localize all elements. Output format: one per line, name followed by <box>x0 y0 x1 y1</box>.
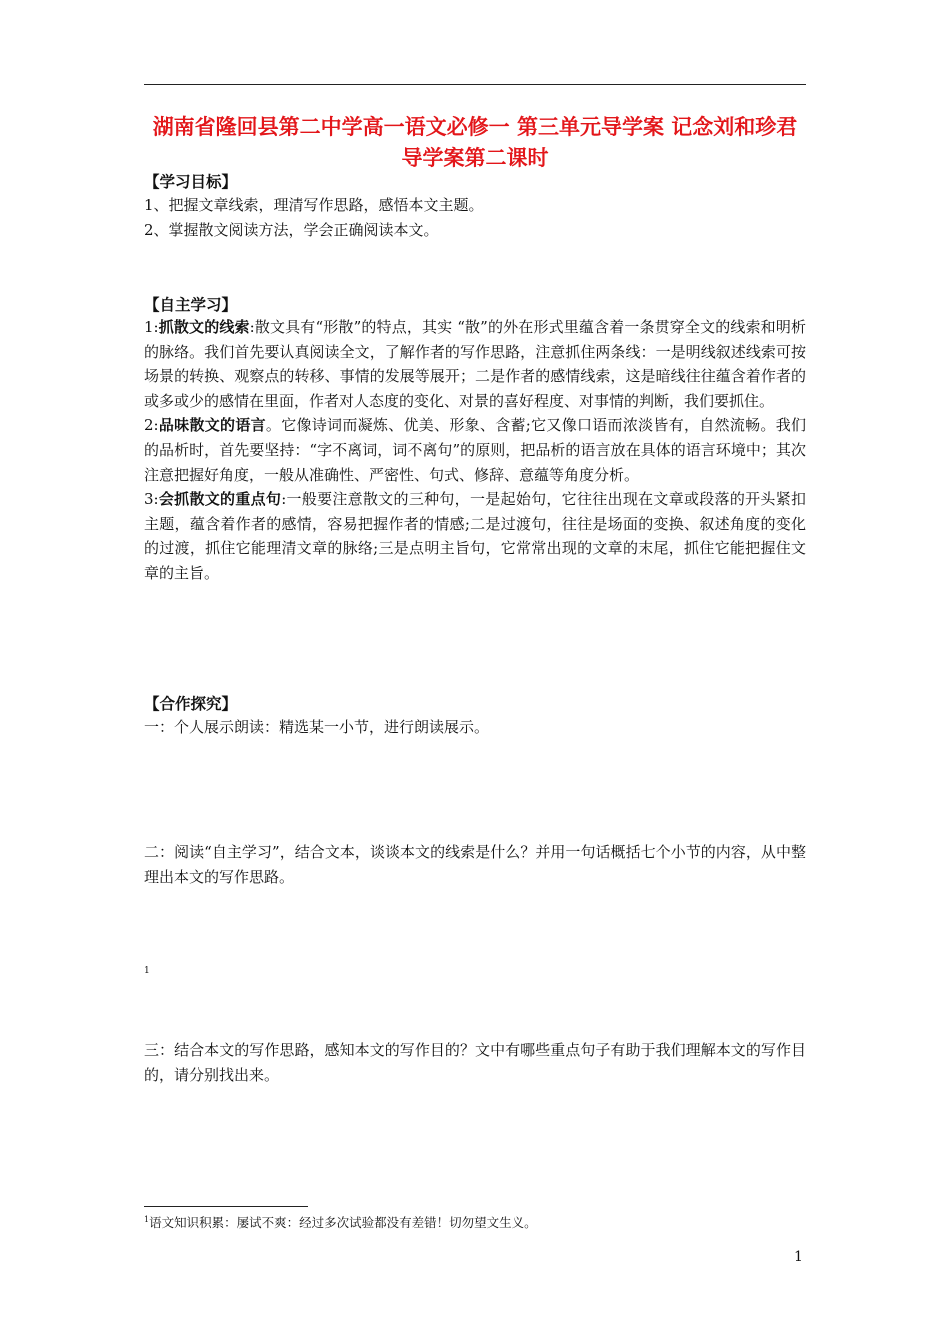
footnote-number: 1 <box>144 1214 150 1224</box>
paragraph-text: :一般要注意散文的三种句，一是起始句，它往往出现在文章或段落的开头紧扣主题，蕴含着作者的感情，容易把握作者的情感;二是过渡句，往往是场面的变换、叙述角度的变化的过渡，抓住它能理清文章的脉络;三是点明主旨句，它常常出现的文章的末尾，抓住它能把握住文章的主旨。 <box>144 490 806 582</box>
self-study-paragraph-3 <box>144 487 806 585</box>
paragraph-number: 3: <box>144 490 159 509</box>
explore-heading: 【合作探究】 <box>144 695 238 713</box>
paragraph-key-phrase: 抓散文的线索 <box>158 318 250 336</box>
goal-item-1: 1、把握文章线索，理清写作思路，感悟本文主题。 <box>144 196 484 214</box>
paragraph-key-phrase: 会抓散文的重点句 <box>158 490 282 509</box>
paragraph-number: 2: <box>144 416 159 435</box>
explore-question-3: 三：结合本文的写作思路，感知本文的写作目的？文中有哪些重点句子有助于我们理解本文的写作目的，请分别找出来。 <box>144 1041 806 1084</box>
footnote-marker: 1 <box>144 966 150 976</box>
footnote <box>144 1213 537 1231</box>
page-number: 1 <box>794 1249 803 1265</box>
goal-item-2: 2、掌握散文阅读方法，学会正确阅读本文。 <box>144 221 439 239</box>
explore-question-1: 一：个人展示朗读：精选某一小节，进行朗读展示。 <box>144 718 490 736</box>
goals-heading: 【学习目标】 <box>144 173 238 191</box>
paragraph-key-phrase: 品味散文的语言 <box>158 416 266 435</box>
self-study-body <box>144 315 806 586</box>
paragraph-text: 。它像诗词而凝炼、优美、形象、含蓄;它又像口语而浓淡皆有，自然流畅。我们的品析时，首先要坚持：“字不离词，词不离句”的原则，把品析的语言放在具体的语言环境中；其次注意把握好角度，一般从准确性、严密性、句式、修辞、意蕴等角度分析。 <box>144 416 806 484</box>
footnote-text: 语文知识积累：屡试不爽：经过多次试验都没有差错！切勿望文生义。 <box>149 1215 537 1230</box>
explore-question-2: 二：阅读“自主学习”，结合文本，谈谈本文的线索是什么？并用一句话概括七个小节的内容，从中整理出本文的写作思路。 <box>144 843 806 886</box>
paragraph-text: :散文具有“形散”的特点，其实 “散”的外在形式里蕴含着一条贯穿全文的线索和明析的脉络。我们首先要认真阅读全文，了解作者的写作思路，注意抓住两条线：一是明线叙述线索可按场景的转换、观察点的转移、事情的发展等展开；二是作者的感情线索，这是暗线往往蕴含着作者的或多或少的感情在里面，作者对人态度的变化、对景的喜好程度、对事情的判断，我们要抓住。 <box>144 318 806 410</box>
document-title: 湖南省隆回县第二中学高一语文必修一 第三单元导学案 记念刘和珍君导学案第二课时 <box>152 115 798 170</box>
paragraph-number: 1: <box>144 318 159 336</box>
footnote-rule <box>144 1206 308 1207</box>
self-study-paragraph-2 <box>144 413 806 487</box>
header-rule <box>144 84 806 85</box>
self-study-heading: 【自主学习】 <box>144 296 238 314</box>
self-study-paragraph-1 <box>144 315 806 413</box>
